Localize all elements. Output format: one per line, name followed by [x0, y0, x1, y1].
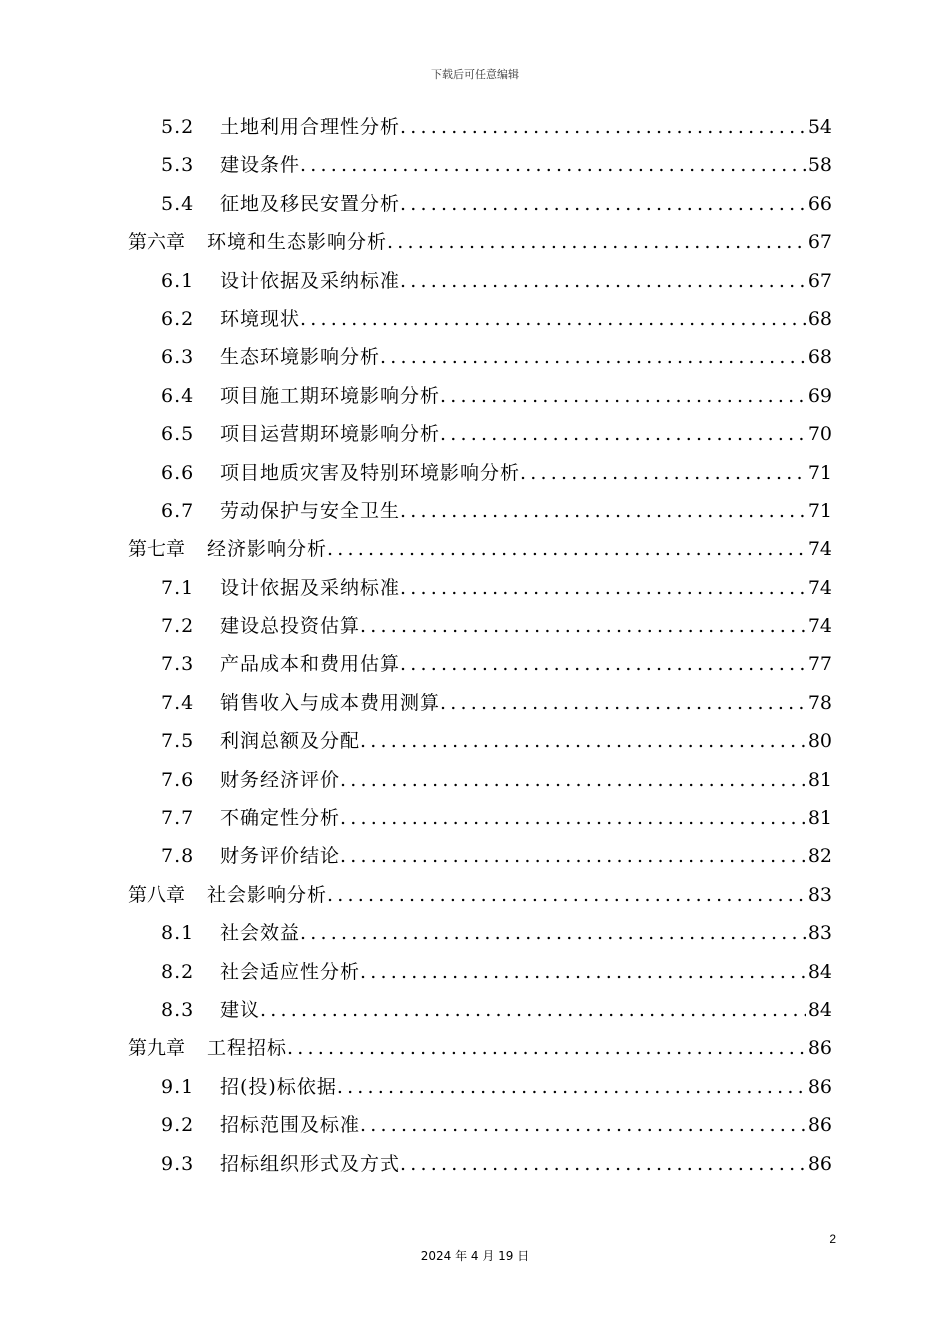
toc-entry-title: 招(投)标依据: [220, 1075, 337, 1098]
toc-entry-number: 9.1: [161, 1075, 195, 1098]
toc-section-entry[interactable]: [128, 377, 832, 415]
toc-dot-leader: [440, 684, 806, 722]
toc-entry-title: 环境现状: [220, 307, 301, 330]
toc-section-entry[interactable]: [128, 953, 832, 991]
toc-entry-page: 74: [807, 576, 832, 599]
toc-section-entry[interactable]: [128, 837, 832, 875]
toc-section-entry[interactable]: [128, 1068, 832, 1106]
toc-chapter-entry[interactable]: [128, 223, 832, 261]
toc-entry-title: 社会适应性分析: [220, 960, 361, 983]
toc-section-entry[interactable]: [128, 569, 832, 607]
toc-dot-leader: [400, 645, 806, 683]
toc-section-entry[interactable]: [128, 722, 832, 760]
toc-dot-leader: [400, 1145, 806, 1183]
toc-dot-leader: [400, 569, 806, 607]
toc-entry-title: 工程招标: [207, 1037, 288, 1060]
toc-entry-title: 销售收入与成本费用测算: [220, 691, 441, 714]
toc-entry-title: 经济影响分析: [207, 538, 328, 561]
toc-section-entry[interactable]: [128, 684, 832, 722]
toc-dot-leader: [340, 761, 806, 799]
toc-entry-number: 6.3: [161, 346, 195, 369]
toc-entry-page: 71: [807, 499, 832, 522]
table-of-contents: [128, 108, 832, 1183]
toc-dot-leader: [380, 338, 806, 376]
toc-entry-page: 83: [807, 883, 832, 906]
toc-entry-number: 6.2: [161, 307, 195, 330]
toc-entry-page: 74: [807, 538, 832, 561]
toc-dot-leader: [300, 146, 806, 184]
toc-entry-page: 66: [807, 192, 832, 215]
toc-section-entry[interactable]: [128, 492, 832, 530]
toc-section-entry[interactable]: [128, 108, 832, 146]
toc-entry-page: 70: [807, 423, 832, 446]
toc-section-entry[interactable]: [128, 645, 832, 683]
toc-entry-title: 设计依据及采纳标准: [220, 576, 401, 599]
toc-entry-number: 8.1: [161, 922, 195, 945]
toc-dot-leader: [300, 300, 806, 338]
toc-entry-number: 8.2: [161, 960, 195, 983]
toc-entry-title: 土地利用合理性分析: [220, 116, 401, 138]
toc-section-entry[interactable]: [128, 415, 832, 453]
toc-entry-title: 项目运营期环境影响分析: [220, 423, 441, 446]
toc-entry-page: 86: [807, 1037, 832, 1060]
toc-entry-title: 征地及移民安置分析: [220, 192, 401, 215]
toc-dot-leader: [360, 1106, 806, 1144]
toc-entry-title: 生态环境影响分析: [220, 346, 381, 369]
toc-entry-number: 9.2: [161, 1114, 195, 1137]
toc-entry-title: 社会效益: [220, 922, 301, 945]
toc-dot-leader: [300, 914, 806, 952]
toc-entry-title: 环境和生态影响分析: [207, 231, 388, 254]
toc-entry-number: 8.3: [161, 998, 195, 1021]
toc-section-entry[interactable]: [128, 1145, 832, 1183]
toc-entry-number: 6.5: [161, 423, 195, 446]
toc-entry-number: 7.4: [161, 691, 195, 714]
toc-entry-number: 5.4: [161, 192, 195, 215]
toc-entry-page: 68: [807, 346, 832, 369]
toc-section-entry[interactable]: [128, 338, 832, 376]
toc-dot-leader: [360, 607, 806, 645]
toc-entry-title: 招标范围及标准: [220, 1114, 361, 1137]
toc-section-entry[interactable]: [128, 607, 832, 645]
toc-dot-leader: [287, 1029, 806, 1067]
toc-entry-number: 7.7: [161, 807, 195, 830]
toc-entry-title: 项目地质灾害及特别环境影响分析: [220, 461, 521, 484]
toc-chapter-entry[interactable]: [128, 1029, 832, 1067]
toc-entry-title: 建设总投资估算: [220, 615, 361, 638]
toc-entry-page: 67: [807, 269, 832, 292]
toc-section-entry[interactable]: [128, 300, 832, 338]
toc-section-entry[interactable]: [128, 761, 832, 799]
toc-entry-number: 6.1: [161, 269, 195, 292]
toc-dot-leader: [387, 223, 806, 261]
toc-entry-number: 第八章: [128, 883, 186, 906]
toc-dot-leader: [360, 722, 806, 760]
toc-entry-page: 84: [807, 960, 832, 983]
toc-dot-leader: [400, 108, 806, 146]
toc-entry-title: 不确定性分析: [220, 807, 341, 830]
page-footer-date: 2024 年 4 月 19 日: [420, 1249, 530, 1263]
toc-dot-leader: [520, 454, 806, 492]
toc-entry-number: 6.6: [161, 461, 195, 484]
toc-entry-page: 86: [807, 1152, 832, 1175]
toc-entry-page: 84: [807, 998, 832, 1021]
toc-entry-page: 69: [807, 384, 832, 407]
toc-entry-page: 77: [807, 653, 832, 676]
toc-dot-leader: [260, 991, 806, 1029]
toc-entry-title: 建设条件: [220, 154, 301, 177]
toc-section-entry[interactable]: [128, 914, 832, 952]
toc-dot-leader: [360, 953, 806, 991]
toc-section-entry[interactable]: [128, 262, 832, 300]
toc-entry-number: 7.5: [161, 730, 195, 753]
toc-entry-number: 5.2: [161, 116, 195, 138]
toc-chapter-entry[interactable]: [128, 530, 832, 568]
toc-section-entry[interactable]: [128, 1106, 832, 1144]
toc-entry-title: 社会影响分析: [207, 883, 328, 906]
toc-entry-page: 83: [807, 922, 832, 945]
toc-entry-number: 6.7: [161, 499, 195, 522]
toc-entry-number: 6.4: [161, 384, 195, 407]
toc-entry-page: 71: [807, 461, 832, 484]
toc-entry-page: 86: [807, 1075, 832, 1098]
toc-entry-page: 81: [807, 768, 832, 791]
toc-entry-page: 58: [807, 154, 832, 177]
toc-section-entry[interactable]: [128, 454, 832, 492]
toc-dot-leader: [340, 837, 806, 875]
toc-dot-leader: [440, 415, 806, 453]
toc-section-entry[interactable]: [128, 146, 832, 184]
toc-entry-title: 建议: [220, 998, 261, 1021]
toc-section-entry[interactable]: [128, 991, 832, 1029]
toc-entry-page: 67: [807, 231, 832, 254]
toc-entry-title: 财务经济评价: [220, 768, 341, 791]
toc-entry-page: 80: [807, 730, 832, 753]
toc-dot-leader: [400, 185, 806, 223]
toc-entry-number: 7.2: [161, 615, 195, 638]
toc-dot-leader: [340, 799, 806, 837]
toc-dot-leader: [400, 262, 806, 300]
toc-section-entry[interactable]: [128, 799, 832, 837]
toc-entry-title: 劳动保护与安全卫生: [220, 499, 401, 522]
toc-entry-number: 9.3: [161, 1152, 195, 1175]
toc-entry-title: 利润总额及分配: [220, 730, 361, 753]
toc-entry-number: 第七章: [128, 538, 186, 561]
toc-entry-title: 项目施工期环境影响分析: [220, 384, 441, 407]
toc-entry-title: 设计依据及采纳标准: [220, 269, 401, 292]
toc-entry-title: 产品成本和费用估算: [220, 653, 401, 676]
toc-entry-page: 82: [807, 845, 832, 868]
toc-entry-number: 7.8: [161, 845, 195, 868]
toc-entry-number: 第六章: [128, 231, 186, 254]
toc-entry-number: 5.3: [161, 154, 195, 177]
toc-chapter-entry[interactable]: [128, 876, 832, 914]
toc-entry-number: 第九章: [128, 1037, 186, 1060]
toc-entry-number: 7.1: [161, 576, 195, 599]
toc-entry-number: 7.6: [161, 768, 195, 791]
toc-dot-leader: [400, 492, 806, 530]
toc-entry-title: 招标组织形式及方式: [220, 1152, 401, 1175]
toc-entry-page: 68: [807, 307, 832, 330]
page-number: 2: [829, 1232, 836, 1246]
toc-dot-leader: [337, 1068, 806, 1106]
toc-entry-page: 54: [807, 116, 832, 138]
page-header: 下载后可任意编辑: [431, 68, 519, 81]
toc-entry-page: 81: [807, 807, 832, 830]
toc-entry-page: 86: [807, 1114, 832, 1137]
toc-entry-page: 74: [807, 615, 832, 638]
toc-dot-leader: [327, 876, 806, 914]
toc-dot-leader: [327, 530, 806, 568]
toc-entry-number: 7.3: [161, 653, 195, 676]
toc-entry-title: 财务评价结论: [220, 845, 341, 868]
toc-section-entry[interactable]: [128, 185, 832, 223]
toc-dot-leader: [440, 377, 806, 415]
toc-entry-page: 78: [807, 691, 832, 714]
